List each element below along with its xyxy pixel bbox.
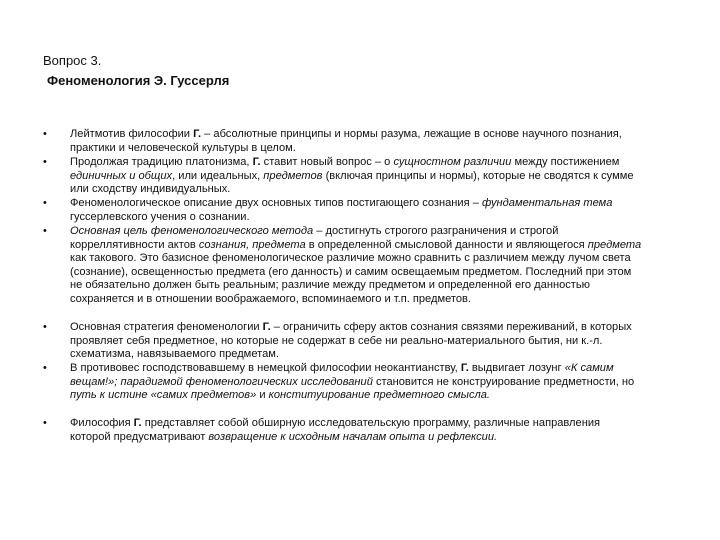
bullet-text: Философия Г. представляет собой обширную исследовательскую программу, различные направления которой предусматривают возвращение к исходным началам опыта и рефлексии. [70, 417, 601, 443]
bullet-item [0, 128, 642, 156]
bullet-marker: • [43, 128, 47, 140]
bullet-marker: • [43, 225, 47, 237]
bullet-marker: • [43, 417, 47, 429]
bullet-marker: • [43, 156, 47, 168]
bullet-text: Основная стратегия феноменологии Г. – ограничить сферу актов сознания связями переживаний, в которых проявляет себя предметное, но которые не содержат в себе ни реально-материального бытия, ни к.-л. схематизма, навязываемого предметам. [70, 321, 632, 361]
bullet-item [0, 417, 642, 458]
bullet-item [0, 156, 642, 197]
bullet-text: Продолжая традицию платонизма, Г. ставит новый вопрос – о сущностном различии между постижением единичных и общих, или идеальных, предметов (включая принципы и нормы), которые не сводятся к сумме или сходству индивидуальных. [70, 156, 634, 196]
bullet-text: Основная цель феноменологического метода – достигнуть строгого разграничения и строгой корреллятивности актов сознания, предмета в определенной смысловой данности и являющегося предмета как такового. Это базисное феноменологическое различие можно сравнить с различием между лучом света (сознание), освещенностью предмета (его данность) и самим освещаемым предметом. Последний при этом не обязательно должен быть реальным; различие между предметом и определенной его данностью сохраняется и в отношении воображаемого, вспоминаемого и т.п. предметов. [70, 225, 642, 305]
bullet-marker: • [43, 197, 47, 209]
bullet-item [0, 197, 642, 225]
bullet-item [0, 225, 642, 321]
bullet-marker: • [43, 321, 47, 333]
slide-heading [43, 51, 229, 91]
bullet-item [0, 362, 642, 417]
bullet-text: Лейтмотив философии Г. – абсолютные принципы и нормы разума, лежащие в основе научного познания, практики и человеческой культуры в целом. [70, 128, 622, 154]
bullet-marker: • [43, 362, 47, 374]
bullet-list [0, 128, 720, 458]
topic-title: Феноменология Э. Гуссерля [47, 73, 230, 88]
bullet-text: Феноменологическое описание двух основных типов постигающего сознания – фундаментальная тема гуссерлевского учения о сознании. [70, 197, 613, 223]
bullet-text: В противовес господствовавшему в немецкой философии неокантианству, Г. выдвигает лозунг «К самим вещам!»; парадигмой феноменологических исследований становится не конструирование предметности, но путь к истине «самих предметов» и конституирование предметного смысла. [70, 362, 635, 402]
question-number: Вопрос 3. [43, 53, 102, 68]
bullet-item [0, 321, 642, 362]
